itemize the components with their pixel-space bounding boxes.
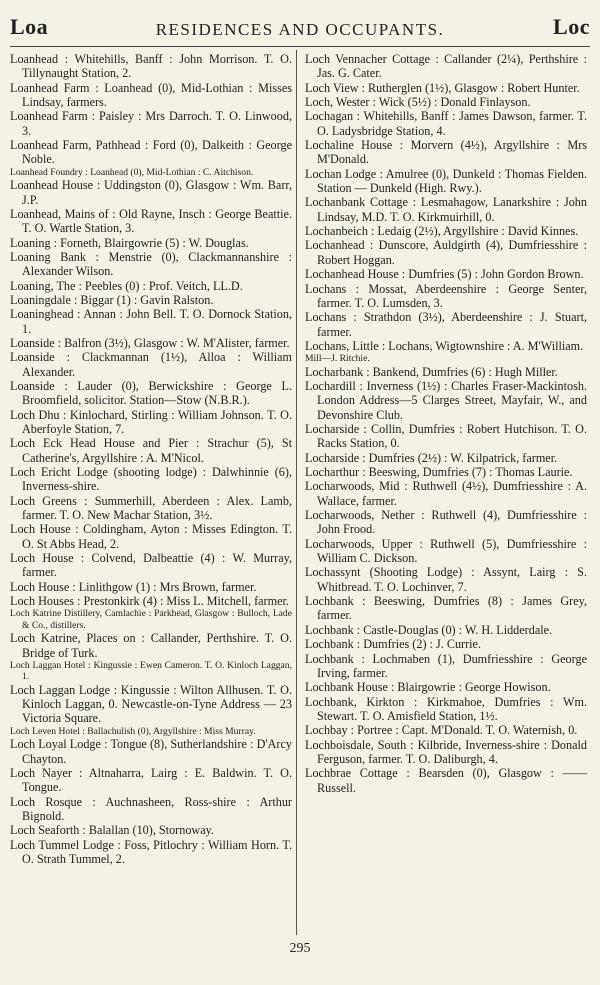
right-column [305,52,587,795]
header-left-guide-word: Loa [10,14,49,39]
directory-entry: Lochbank, Kirkton : Kirkmahoe, Dumfries : Wm. Stewart. T. O. Amisfield Station, 1½. [305,694,587,723]
directory-entry: Loaningdale : Biggar (1) : Gavin Ralston. [10,292,214,307]
directory-entry: Loch Katrine Distillery, Camlachie : Parkhead, Glasgow : Bulloch, Lade & Co., distillers. [10,608,292,631]
directory-entry: Lochbank : Castle-Douglas (0) : W. H. Lidderdale. [305,622,553,637]
directory-entry: Locharthur : Beeswing, Dumfries (7) : Thomas Laurie. [305,465,573,480]
directory-entry: Lochbank House : Blairgowrie : George Howison. [305,680,551,695]
directory-entry: Loch Vennacher Cottage : Callander (2¼), Perthshire : Jas. G. Cater. [305,52,587,81]
directory-entry: Loch Loyal Lodge : Tongue (8), Sutherlandshire : D'Arcy Chayton. [10,737,292,766]
directory-entry: Loanhead House : Uddingston (0), Glasgow : Wm. Barr, J.P. [10,178,292,207]
header-right-guide-word: Loc [553,14,590,39]
directory-entry: Lochagan : Whitehills, Banff : James Dawson, farmer. T. O. Ladysbridge Station, 4. [305,109,587,138]
directory-entry: Locharwoods, Upper : Ruthwell (5), Dumfriesshire : William C. Dickson. [305,536,587,566]
directory-entry: Locharside : Dumfries (2½) : W. Kilpatrick, farmer. [305,450,558,465]
directory-entry: Lochanbank Cottage : Lesmahagow, Lanarkshire : John Lindsay, M.D. T. O. Kirkmuirhill, 0. [305,195,587,224]
directory-entry: Loanhead Farm, Pathhead : Ford (0), Dalkeith : George Noble. [10,138,292,167]
directory-entry: Loch Dhu : Kinlochard, Stirling : William Johnson. T. O. Aberfoyle Station, 7. [10,407,292,436]
directory-entry: Loaning Bank : Menstrie (0), Clackmannanshire : Alexander Wilson. [10,249,292,279]
directory-entry: Lochans : Mossat, Aberdeenshire : George Senter, farmer. T. O. Lumsden, 3. [305,281,587,310]
directory-entry: Loch Ericht Lodge (shooting lodge) : Dalwhinnie (6), Inverness-shire. [10,465,292,494]
directory-entry: Loch Leven Hotel : Ballachulish (0), Argyllshire : Miss Murray. [10,725,256,737]
directory-entry: Loanhead : Whitehills, Banff : John Morrison. T. O. Tillynaught Station, 2. [10,52,292,81]
directory-entry: Lochassynt (Shooting Lodge) : Assynt, Lairg : S. Whitbread. T. O. Lochinver, 7. [305,565,587,594]
directory-entry: Loch Seaforth : Balallan (10), Stornoway. [10,823,214,838]
directory-entry: Loaning, The : Peebles (0) : Prof. Veitch, LL.D. [10,278,243,293]
directory-entry: Lochboisdale, South : Kilbride, Inverness-shire : Donald Ferguson, farmer. T. O. Daliburgh, 4. [305,737,587,766]
directory-entry: Loch Laggan Hotel : Kingussie : Ewen Cameron. T. O. Kinloch Laggan, 1. [10,659,292,683]
directory-entry: Loch Nayer : Altnaharra, Lairg : E. Baldwin. T. O. Tongue. [10,765,292,795]
directory-entry: Lochbank : Lochmaben (1), Dumfriesshire : George Irving, farmer. [305,651,587,680]
directory-entry: Locharwoods, Nether : Ruthwell (4), Dumfriesshire : John Frood. [305,508,587,537]
directory-entry: Loanside : Balfron (3½), Glasgow : W. M'Alister, farmer. [10,335,290,350]
directory-entry: Loaning : Forneth, Blairgowrie (5) : W. Douglas. [10,235,249,250]
directory-entry: Lochbank : Beeswing, Dumfries (8) : James Grey, farmer. [305,594,587,623]
directory-entry: Loch House : Colvend, Dalbeattie (4) : W. Murray, farmer. [10,551,292,580]
directory-entry: Loch House : Coldingham, Ayton : Misses Edington. T. O. St Abbs Head, 2. [10,522,292,551]
left-column [10,52,292,866]
directory-entry: Locharwoods, Mid : Ruthwell (4½), Dumfriesshire : A. Wallace, farmer. [305,479,587,508]
directory-entry: Loch Katrine, Places on : Callander, Perthshire. T. O. Bridge of Turk. [10,631,292,660]
directory-entry: Mill—J. Ritchie. [305,353,370,365]
directory-entry: Loch, Wester : Wick (5½) : Donald Finlayson. [305,95,531,110]
column-divider [296,50,297,935]
directory-entry: Loch Houses : Prestonkirk (4) : Miss L. Mitchell, farmer. [10,594,289,609]
directory-entry: Loanside : Clackmannan (1½), Alloa : William Alexander. [10,350,292,379]
directory-entry: Loch View : Rutherglen (1½), Glasgow : Robert Hunter. [305,80,580,95]
directory-entry: Locharbank : Bankend, Dumfries (6) : Hugh Miller. [305,364,558,379]
directory-entry: Loaninghead : Annan : John Bell. T. O. Dornock Station, 1. [10,307,292,336]
directory-entry: Lochbay : Portree : Capt. M'Donald. T. O. Waternish, 0. [305,723,578,738]
directory-entry: Loch Tummel Lodge : Foss, Pitlochry : William Horn. T. O. Strath Tummel, 2. [10,837,292,866]
directory-entry: Lochan Lodge : Amulree (0), Dunkeld : Thomas Fielden. Station — Dunkeld (High. Rwy.). [305,166,587,196]
directory-entry: Loanhead Farm : Loanhead (0), Mid-Lothian : Misses Lindsay, farmers. [10,80,292,110]
directory-entry: Loanhead Foundry : Loanhead (0), Mid-Lothian : C. Aitchison. [10,166,254,178]
directory-entry: Loanhead, Mains of : Old Rayne, Insch : George Beattie. T. O. Wartle Station, 3. [10,206,292,236]
directory-entry: Lochbrae Cottage : Bearsden (0), Glasgow : —— Russell. [305,766,587,795]
directory-entry: Lochbank : Dumfries (2) : J. Currie. [305,637,481,652]
directory-entry: Lochans : Strathdon (3½), Aberdeenshire : J. Stuart, farmer. [305,310,587,339]
directory-entry: Lochaline House : Morvern (4½), Argyllshire : Mrs M'Donald. [305,138,587,167]
directory-entry: Lochans, Little : Lochans, Wigtownshire : A. M'William. [305,338,584,353]
directory-entry: Loch Greens : Summerhill, Aberdeen : Alex. Lamb, farmer. T. O. New Machar Station, 3½. [10,493,292,523]
directory-entry: Lochanhead : Dunscore, Auldgirth (4), Dumfriesshire : Robert Hoggan. [305,238,587,267]
directory-entry: Lochanhead House : Dumfries (5) : John Gordon Brown. [305,267,584,282]
directory-entry: Loch Laggan Lodge : Kingussie : Wilton Allhusen. T. O. Kinloch Laggan, 0. Newcastle-on-Tyne Address — 23 Victoria Square. [10,682,292,726]
header-title: RESIDENCES AND OCCUPANTS. [155,20,445,39]
directory-entry: Lochanbeich : Ledaig (2½), Argyllshire : David Kinnes. [305,224,579,239]
page-header [10,10,590,47]
page-number: 295 [289,941,311,956]
directory-entry: Loch Eck Head House and Pier : Strachur (5), St Catherine's, Argyllshire : A. M'Nicol. [10,436,292,465]
directory-entry: Lochardill : Inverness (1½) : Charles Fraser-Mackintosh. London Address—5 Clarges Street, Mayfair, W., and Devonshire Club. [305,378,587,422]
directory-entry: Locharside : Collin, Dumfries : Robert Hutchison. T. O. Racks Station, 0. [305,422,587,451]
directory-entry: Loanside : Lauder (0), Berwickshire : George L. Broomfield, solicitor. Station—Stow (N.B.R.). [10,378,292,408]
directory-entry: Loanhead Farm : Paisley : Mrs Darroch. T. O. Linwood, 3. [10,109,292,138]
directory-entry: Loch Rosque : Auchnasheen, Ross-shire : Arthur Bignold. [10,794,292,823]
directory-entry: Loch House : Linlithgow (1) : Mrs Brown, farmer. [10,579,257,594]
